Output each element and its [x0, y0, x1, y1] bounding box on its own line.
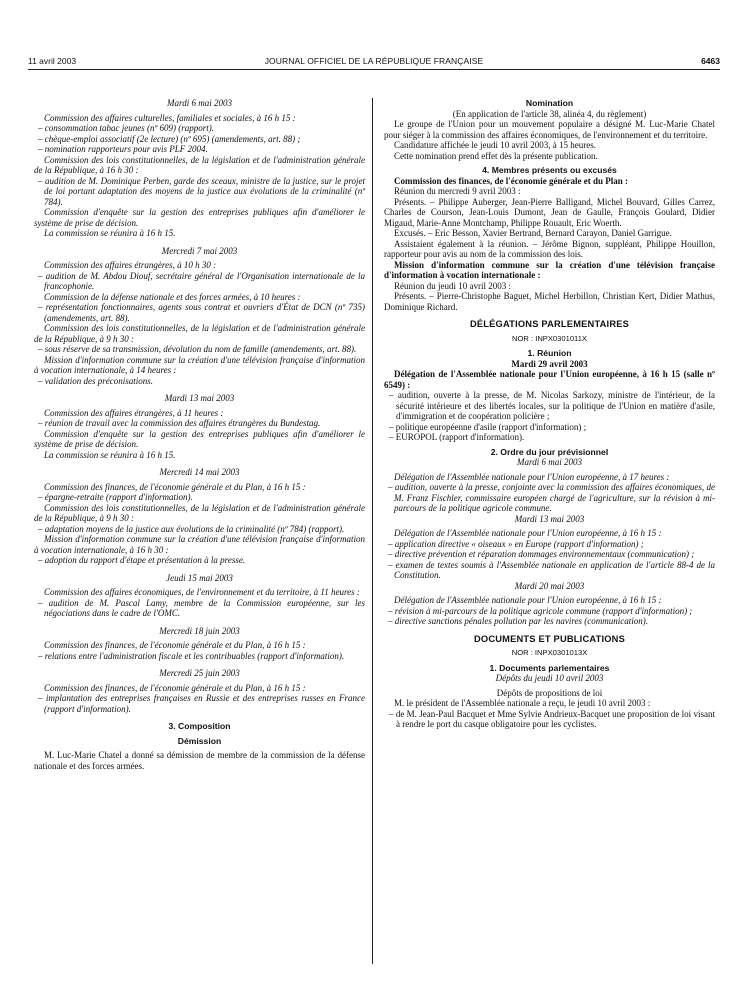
- meeting-paragraph: Commission d'enquête sur la gestion des entreprises publiques afin d'améliorer le système de prise de décision.: [34, 207, 365, 228]
- meeting-paragraph: La commission se réunira à 16 h 15.: [44, 449, 176, 460]
- agenda-item: – directive prévention et réparation dommages environnementaux (communication) ;: [388, 549, 695, 559]
- subheading: Dépôts de propositions de loi: [496, 687, 603, 698]
- section-heading-membres: 4. Membres présents ou excusés: [482, 165, 617, 175]
- left-column: [34, 98, 365, 771]
- agenda-item: – réunion de travail avec la commission des affaires étrangères du Bundestag.: [38, 418, 321, 428]
- agenda-item: – chèque-emploi associatif (2e lecture) (nº 695) (amendements, art. 88) ;: [38, 133, 301, 144]
- meeting-paragraph: Commission des lois constitutionnelles, de la législation et de l'administration générale de la République, à 9 h 30 :: [34, 502, 365, 523]
- nor-reference: NOR : INPX0301011X: [512, 333, 587, 343]
- meeting-paragraph: Délégation de l'Assemblée nationale pour l'Union européenne, à 16 h 15 :: [394, 528, 662, 538]
- agenda-item: – directive sanctions pénales pollution par les navires (communication).: [388, 616, 649, 626]
- agenda-item: – audition de M. Dominique Perben, garde des sceaux, ministre de la justice, sur le projet de loi portant adaptation des moyens de la justice aux évolutions de la criminalité (nº 784).: [38, 175, 365, 207]
- agenda-item: – adoption du rapport d'étape et présentation à la presse.: [38, 555, 246, 565]
- agenda-item: – politique européenne d'asile (rapport d'information) ;: [389, 421, 587, 432]
- body-paragraph: M. le président de l'Assemblée nationale a reçu, le jeudi 10 avril 2003 :: [394, 698, 651, 708]
- date-heading: Mardi 20 mai 2003: [514, 580, 585, 591]
- meeting-paragraph: Commission des affaires économiques, de l'environnement et du territoire, à 11 heures :: [44, 587, 360, 597]
- agenda-item: – adaptation moyens de la justice aux évolutions de la criminalité (nº 784) (rapport).: [38, 523, 345, 534]
- meeting-paragraph: Commission des affaires étrangères, à 11 heures :: [44, 407, 224, 418]
- subsection-heading: 1. Réunion: [527, 348, 572, 358]
- header-rule: [28, 69, 720, 70]
- agenda-item: – EUROPOL (rapport d'information).: [389, 432, 525, 442]
- agenda-item: – audition, ouverte à la presse, de M. Nicolas Sarkozy, ministre de l'intérieur, de la sécurité intérieure et des libertés locales, sur la politique de l'Union en matière d'asile, d'immigration et de coopération policière ;: [389, 390, 715, 421]
- subsection-heading: 1. Documents parlementaires: [489, 662, 610, 673]
- date-heading: Mardi 29 avril 2003: [511, 358, 588, 369]
- section-heading-composition: 3. Composition: [168, 721, 231, 731]
- members-attending: Assistaient également à la réunion. – Jérôme Bignon, suppléant, Philippe Houillon, rapporteur pour avis au nom de la commission des lois.: [384, 238, 715, 259]
- body-paragraph: M. Luc-Marie Chatel a donné sa démission de membre de la commission de la défense nationale et des forces armées.: [34, 750, 365, 771]
- date-heading: Mardi 13 mai 2003: [514, 513, 585, 524]
- delegation-name: Délégation de l'Assemblée nationale pour l'Union européenne, à 16 h 15 (salle nº 6549) :: [384, 369, 715, 390]
- date-heading: Mercredi 18 juin 2003: [159, 625, 240, 636]
- right-column: [384, 98, 715, 730]
- body-paragraph: Le groupe de l'Union pour un mouvement populaire a désigné M. Luc-Marie Chatel pour siéger à la commission des affaires économiques, de l'environnement et du territoire.: [384, 119, 715, 140]
- section-heading-documents: DOCUMENTS ET PUBLICATIONS: [474, 633, 625, 644]
- page-number: 6463: [701, 56, 720, 66]
- meeting-paragraph: Délégation de l'Assemblée nationale pour l'Union européenne, à 16 h 15 :: [394, 595, 662, 605]
- issue-date: 11 avril 2003: [28, 56, 77, 66]
- subheading-demission: Démission: [177, 735, 222, 746]
- body-paragraph: Réunion du mercredi 9 avril 2003 :: [394, 186, 521, 196]
- subsection-heading: 2. Ordre du jour prévisionnel: [490, 446, 609, 457]
- commission-name: Commission des finances, de l'économie générale et du Plan :: [394, 175, 628, 186]
- agenda-item: – audition, ouverte à la presse, conjointe avec la commission des affaires économiques, de M. Franz Fischler, commissaire européen chargé de l'agriculture, sur la révision à mi-parcours de la politique agricole commune.: [388, 482, 715, 513]
- agenda-item: – validation des préconisations.: [38, 375, 153, 386]
- body-paragraph: Candidature affichée le jeudi 10 avril 2003, à 15 heures.: [394, 140, 597, 150]
- agenda-item: – consommation tabac jeunes (nº 609) (rapport).: [38, 123, 215, 133]
- meeting-paragraph: Commission d'enquête sur la gestion des entreprises publiques afin d'améliorer le système de prise de décision.: [34, 428, 365, 449]
- members-present: Présents. – Philippe Auberger, Jean-Pierre Balligand, Michel Bouvard, Gilles Carrez, Charles de Courson, Jean-Louis Dumont, Jean de Gaulle, François Goulard, Didier Migaud, Marie-Anne Montchamp, Philippe Rouault, Eric Woerth.: [384, 196, 715, 228]
- agenda-item: – application directive « oiseaux » en Europe (rapport d'information) ;: [388, 538, 644, 549]
- members-excused: Excusés. – Eric Besson, Xavier Bertrand, Bernard Carayon, Daniel Garrigue.: [394, 228, 672, 238]
- page-header: [28, 56, 720, 68]
- agenda-item: – audition de M. Pascal Lamy, membre de la Commission européenne, sur les négociations dans le cadre de l'OMC.: [38, 597, 365, 618]
- nor-reference: NOR : INPX0301013X: [511, 648, 588, 657]
- meeting-paragraph: Délégation de l'Assemblée nationale pour l'Union européenne, à 17 heures :: [394, 471, 670, 482]
- meeting-paragraph: Commission des finances, de l'économie générale et du Plan, à 16 h 15 :: [44, 682, 306, 693]
- commission-name: Mission d'information commune sur la création d'une télévision française d'information à vocation internationale :: [384, 259, 715, 280]
- section-heading-nomination: Nomination: [525, 98, 574, 108]
- section-heading-delegations: DÉLÉGATIONS PARLEMENTAIRES: [469, 319, 630, 329]
- date-heading: Mercredi 7 mai 2003: [161, 245, 238, 256]
- date-heading: Jeudi 15 mai 2003: [166, 572, 233, 583]
- agenda-item: – sous réserve de sa transmission, dévolution du nom de famille (amendements, art. 88).: [38, 344, 357, 354]
- journal-title: JOURNAL OFFICIEL DE LA RÉPUBLIQUE FRANÇAISE: [264, 56, 484, 66]
- agenda-item: – audition de M. Abdou Diouf, secrétaire général de l'Organisation internationale de la francophonie.: [38, 270, 365, 291]
- meeting-paragraph: Commission des affaires culturelles, familiales et sociales, à 16 h 15 :: [44, 112, 296, 123]
- meeting-paragraph: Commission des lois constitutionnelles, de la législation et de l'administration générale de la République, à 16 h 30 :: [34, 154, 365, 175]
- meeting-paragraph: Commission des lois constitutionnelles, de la législation et de l'administration générale de la République, à 9 h 30 :: [34, 323, 365, 344]
- agenda-item: – relations entre l'administration fiscale et les contribuables (rapport d'information).: [38, 650, 345, 661]
- date-heading: Mardi 6 mai 2003: [167, 98, 232, 108]
- date-heading: Dépôts du jeudi 10 avril 2003: [495, 673, 604, 683]
- members-present: Présents. – Pierre-Christophe Baguet, Michel Herbillon, Christian Kert, Didier Mathus, Dominique Richard.: [384, 291, 715, 312]
- agenda-item: – révision à mi-parcours de la politique agricole commune (rapport d'information) ;: [388, 605, 693, 616]
- agenda-item: – de M. Jean-Paul Bacquet et Mme Sylvie Andrieux-Bacquet une proposition de loi visant à rendre le port du casque obligatoire pour les cyclistes.: [389, 708, 715, 729]
- agenda-item: – nomination rapporteurs pour avis PLF 2004.: [38, 144, 208, 154]
- meeting-paragraph: Commission des affaires étrangères, à 10 h 30 :: [44, 260, 217, 270]
- agenda-item: – épargne-retraite (rapport d'information).: [38, 492, 193, 502]
- column-divider: [372, 98, 373, 964]
- agenda-item: – représentation fonctionnaires, agents sous contrat et ouvriers d'État de DCN (nº 735) (amendements, art. 88).: [38, 302, 365, 323]
- meeting-paragraph: Mission d'information commune sur la création d'une télévision française d'information à vocation internationale, à 16 h 30 :: [34, 534, 365, 555]
- agenda-item: – implantation des entreprises françaises en Russie et des entreprises russes en France (rapport d'information).: [38, 693, 365, 714]
- body-paragraph: Réunion du jeudi 10 avril 2003 :: [394, 280, 511, 291]
- body-paragraph: Cette nomination prend effet dès la présente publication.: [394, 150, 598, 161]
- body-paragraph: (En application de l'article 38, alinéa 4, du règlement): [452, 108, 647, 119]
- meeting-paragraph: La commission se réunira à 16 h 15.: [44, 228, 176, 238]
- date-heading: Mardi 6 mai 2003: [517, 457, 582, 467]
- date-heading: Mercredi 14 mai 2003: [159, 467, 240, 477]
- date-heading: Mercredi 25 juin 2003: [159, 668, 240, 678]
- meeting-paragraph: Commission de la défense nationale et des forces armées, à 10 heures :: [44, 291, 301, 302]
- meeting-paragraph: Commission des finances, de l'économie générale et du Plan, à 16 h 15 :: [44, 640, 306, 650]
- date-heading: Mardi 13 mai 2003: [164, 393, 235, 403]
- meeting-paragraph: Commission des finances, de l'économie générale et du Plan, à 16 h 15 :: [44, 481, 306, 492]
- meeting-paragraph: Mission d'information commune sur la création d'une télévision française d'information à vocation internationale, à 14 heures :: [34, 354, 365, 375]
- agenda-item: – examen de textes soumis à l'Assemblée nationale en application de l'article 88-4 de la Constitution.: [388, 559, 715, 580]
